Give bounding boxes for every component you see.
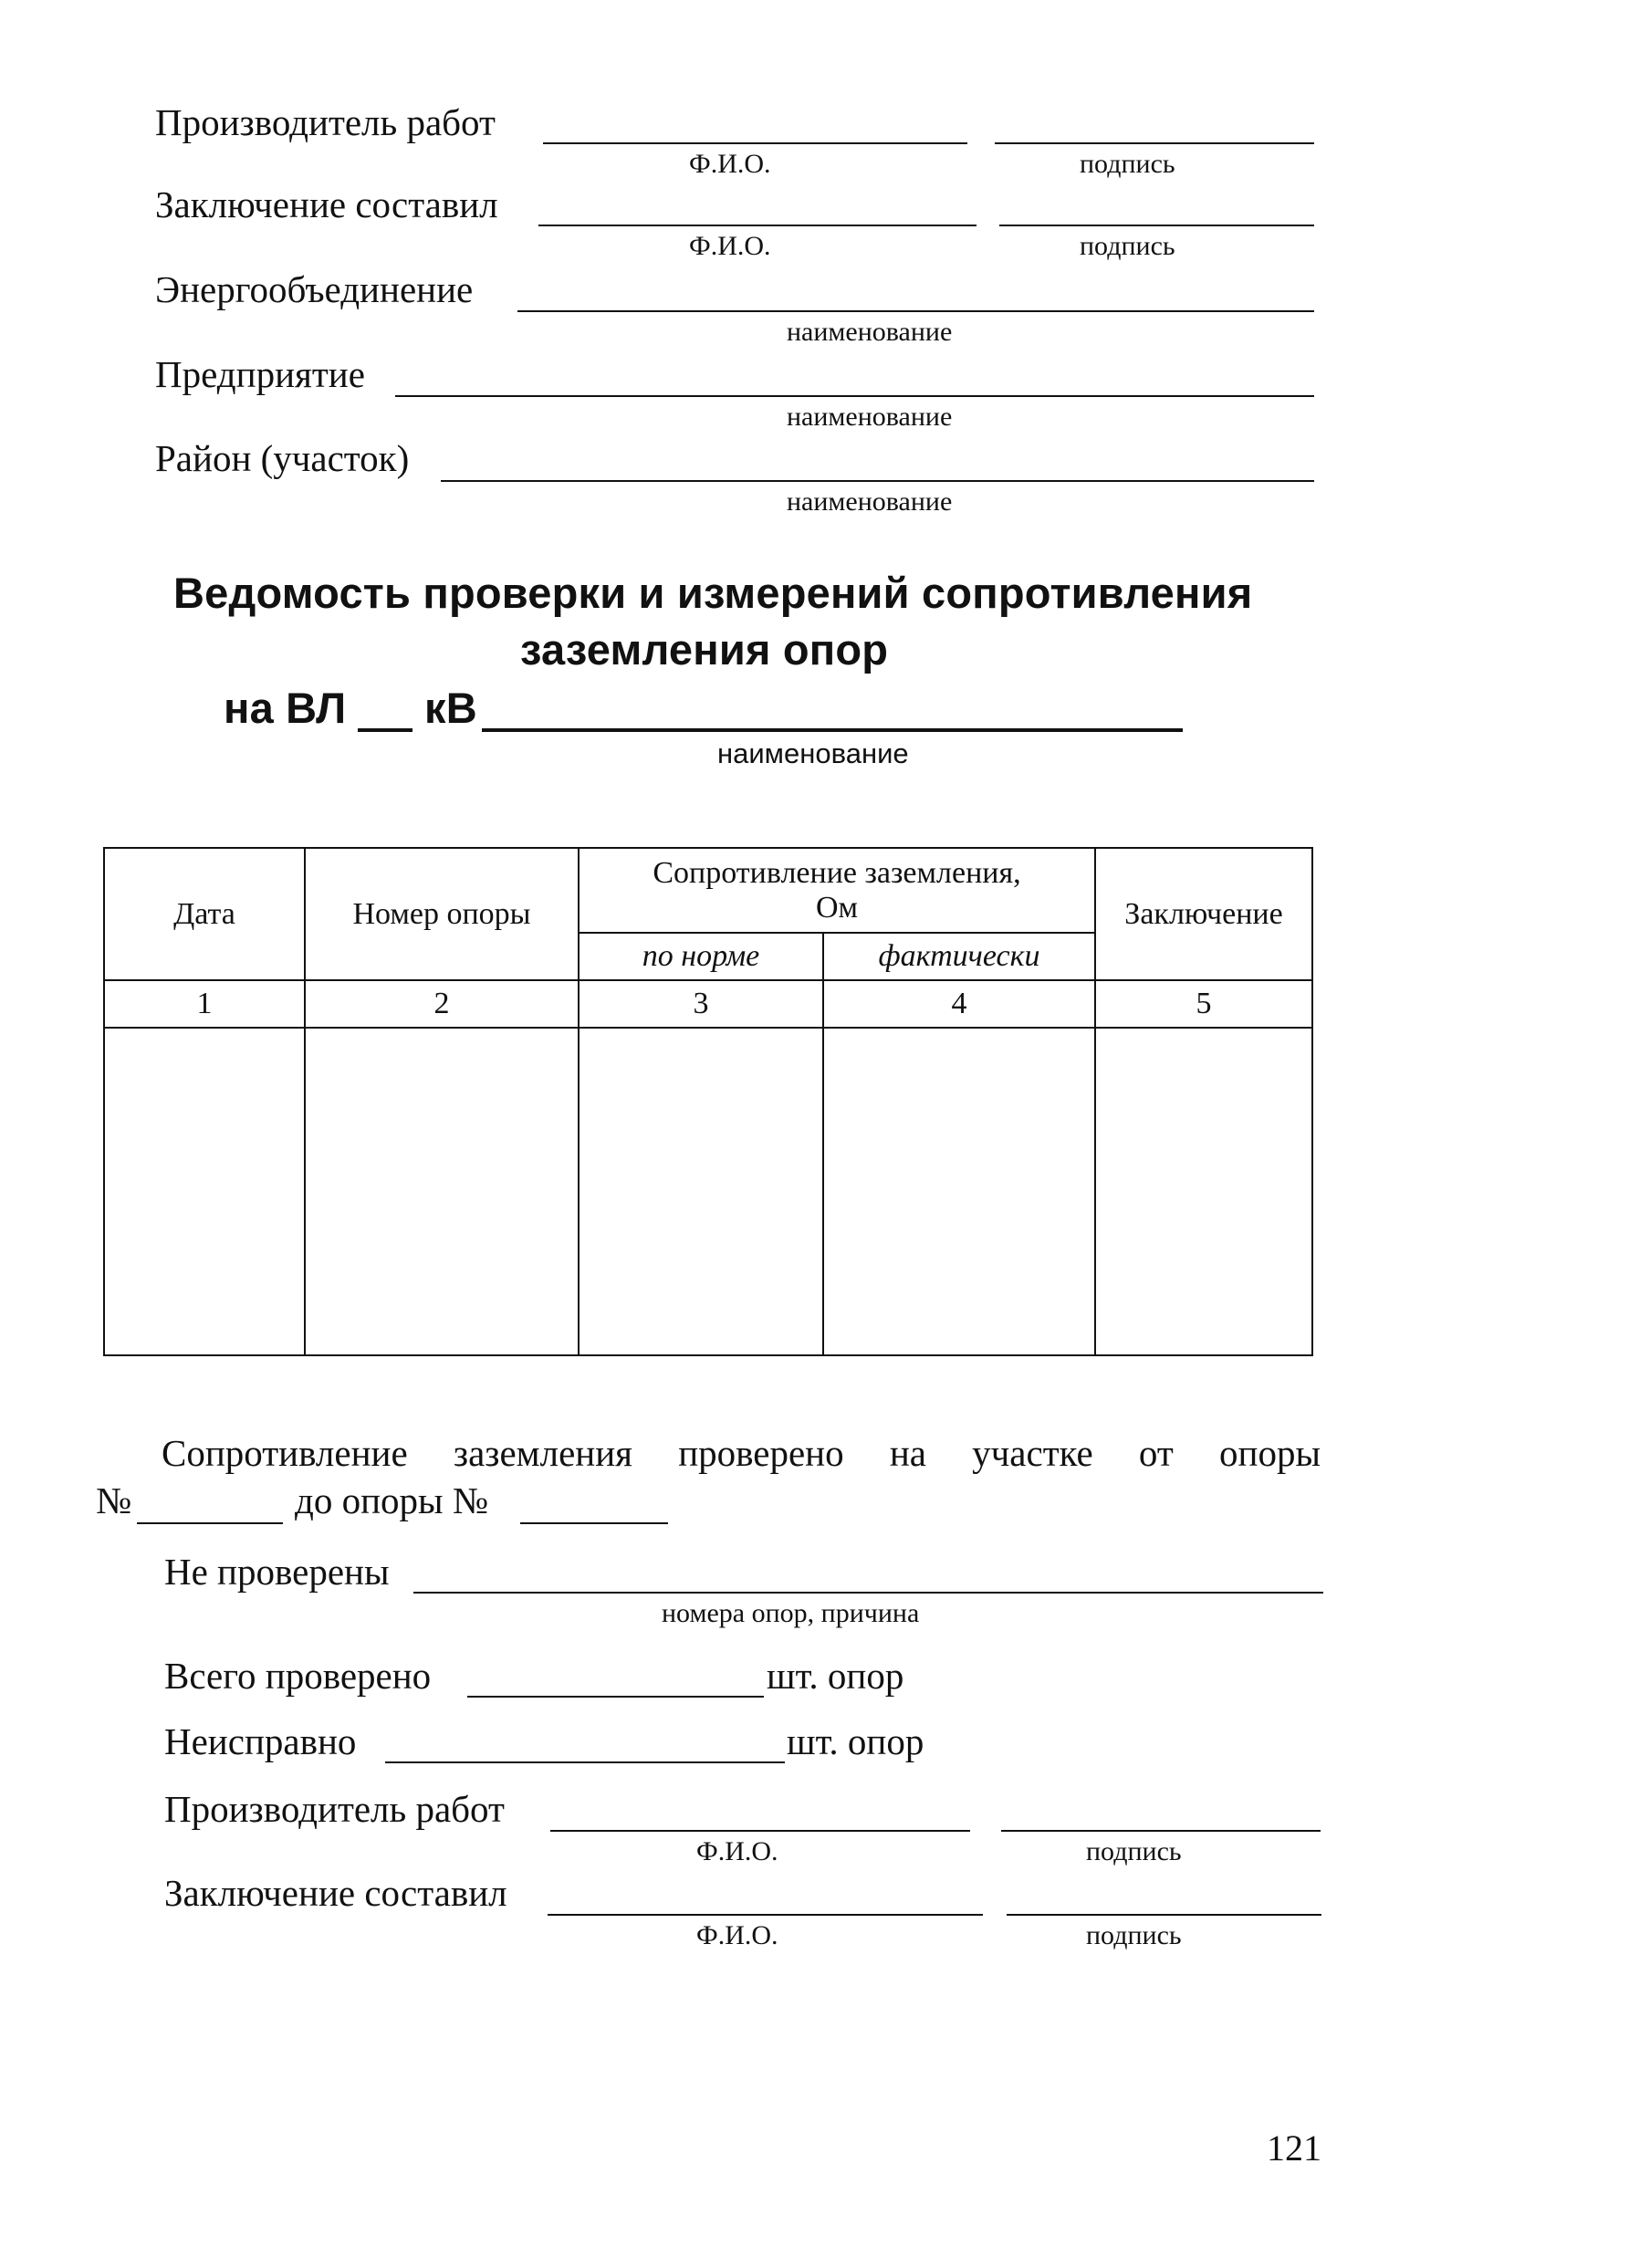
footer-concluded-signature-line[interactable]	[1007, 1914, 1321, 1916]
header-conclusion: Заключение	[1095, 848, 1312, 980]
total-checked-line[interactable]	[467, 1696, 764, 1698]
total-checked-label: Всего проверено	[164, 1655, 432, 1697]
signature-caption: подпись	[1080, 149, 1175, 179]
not-checked-caption: номера опор, причина	[662, 1598, 920, 1628]
header-field-energy-label: Энергообъединение	[155, 268, 474, 310]
conclusion-cell[interactable]	[1095, 1028, 1312, 1355]
column-number: 2	[305, 980, 579, 1028]
energy-name-line[interactable]	[517, 310, 1314, 312]
page-number: 121	[1267, 2127, 1321, 2169]
footer-foreman-signature-line[interactable]	[1001, 1830, 1321, 1832]
pole-number-cell[interactable]	[305, 1028, 579, 1355]
footer-foreman-name-line[interactable]	[550, 1830, 970, 1832]
foreman-name-line[interactable]	[543, 142, 967, 144]
header-resistance-unit: Ом	[815, 890, 859, 925]
header-field-foreman-label: Производитель работ	[155, 101, 496, 143]
name-caption: наименование	[787, 486, 953, 517]
no-sign: №	[96, 1479, 132, 1521]
concluded-name-line[interactable]	[538, 225, 976, 226]
line-name-blank[interactable]	[482, 728, 1183, 732]
signature-caption: подпись	[1086, 1920, 1182, 1950]
footer-concluded-name-line[interactable]	[548, 1914, 983, 1916]
total-checked-units: шт. опор	[767, 1655, 904, 1697]
date-cell[interactable]	[104, 1028, 305, 1355]
signature-caption: подпись	[1086, 1836, 1182, 1866]
column-number: 5	[1095, 980, 1312, 1028]
to-pole-line[interactable]	[520, 1522, 668, 1524]
fio-caption: Ф.И.О.	[696, 1836, 778, 1866]
header-field-concluded-label: Заключение составил	[155, 183, 498, 225]
title-line-3-prefix: на ВЛ	[224, 684, 347, 732]
column-number: 3	[579, 980, 823, 1028]
district-name-line[interactable]	[441, 480, 1314, 482]
title-line-3-unit: кВ	[424, 684, 477, 732]
header-norm: по норме	[579, 933, 823, 980]
footer-concluded-label: Заключение составил	[164, 1872, 507, 1914]
fio-caption: Ф.И.О.	[696, 1920, 778, 1950]
header-resistance-text: Сопротивление заземления,	[653, 855, 1021, 890]
measurement-table	[103, 847, 1313, 1356]
header-field-enterprise-label: Предприятие	[155, 353, 365, 395]
name-caption: наименование	[787, 402, 953, 432]
line-name-caption: наименование	[717, 737, 909, 769]
header-pole-number: Номер опоры	[305, 848, 579, 980]
title-line-1: Ведомость проверки и измерений сопротивления	[173, 569, 1253, 617]
faulty-line[interactable]	[385, 1761, 785, 1763]
checked-range-text: Сопротивление заземления проверено на участке от опоры	[162, 1432, 1321, 1474]
faulty-label: Неисправно	[164, 1720, 357, 1762]
not-checked-label: Не проверены	[164, 1551, 390, 1593]
fio-caption: Ф.И.О.	[689, 231, 771, 261]
voltage-blank-line[interactable]	[358, 728, 412, 732]
signature-caption: подпись	[1080, 231, 1175, 261]
header-resistance	[579, 848, 1095, 933]
concluded-signature-line[interactable]	[999, 225, 1314, 226]
fio-caption: Ф.И.О.	[689, 149, 771, 179]
column-number: 4	[823, 980, 1095, 1028]
foreman-signature-line[interactable]	[995, 142, 1314, 144]
from-pole-line[interactable]	[137, 1522, 283, 1524]
header-field-district-label: Район (участок)	[155, 437, 410, 479]
footer-foreman-label: Производитель работ	[164, 1788, 505, 1830]
header-actual: фактически	[823, 933, 1095, 980]
to-pole-text: до опоры №	[295, 1479, 488, 1521]
column-number: 1	[104, 980, 305, 1028]
norm-cell[interactable]	[579, 1028, 823, 1355]
title-line-2: заземления опор	[520, 625, 889, 674]
actual-cell[interactable]	[823, 1028, 1095, 1355]
enterprise-name-line[interactable]	[395, 395, 1314, 397]
not-checked-line[interactable]	[413, 1592, 1323, 1594]
name-caption: наименование	[787, 317, 953, 347]
faulty-units: шт. опор	[787, 1720, 924, 1762]
header-date: Дата	[104, 848, 305, 980]
